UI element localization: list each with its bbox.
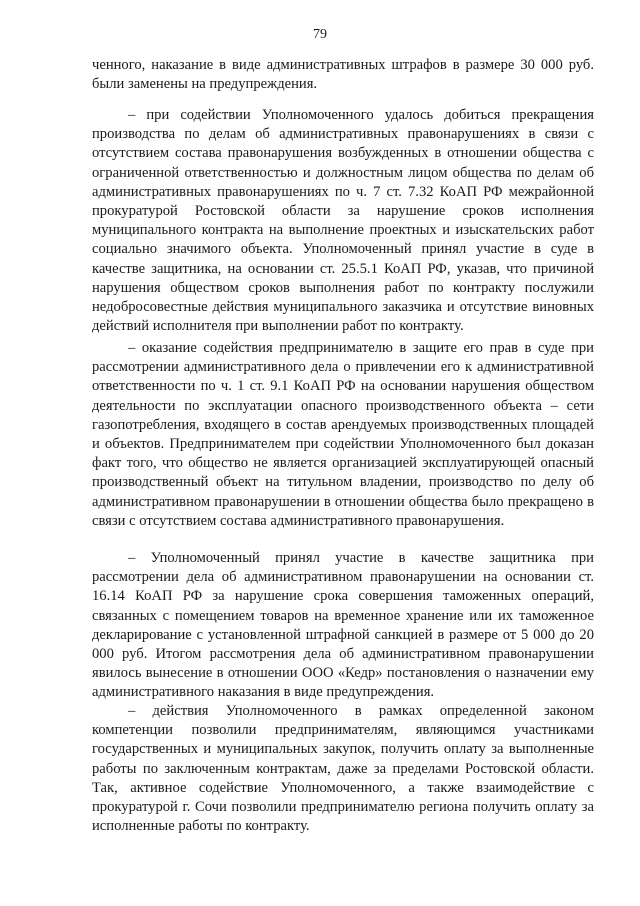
- paragraph-customs-case: – Уполномоченный принял участие в качестве защитника при рассмотрении дела об административном правонарушении на основании ст. 16.14 КоАП РФ за нарушение срока совершения таможенных операций, связанных с помещением товаров на временное хранение или их таможенное декларирование с установленной штрафной санкцией в размере от 5 000 до 20 000 руб. Итогом рассмотрения дела об административном правонарушении явилось вынесение в отношении ООО «Кедр» постановления о назначении ему административного наказания в виде предупреждения.: [92, 550, 594, 701]
- paragraph-hazardous-facility-case: – оказание содействия предпринимателю в защите его прав в суде при рассмотрении административного дела о привлечении его к административной ответственности по ч. 1 ст. 9.1 КоАП РФ на основании нарушения обществом деятельности по эксплуатации опасного производственного объекта – сети газопотребления, входящего в состав арендуемых производственных площадей и объектов. Предпринимателем при содействии Уполномоченного был доказан факт того, что общество не является организацией эксплуатирующей опасный производственный объект на титульном владении, производство по делу об административном правонарушении в отношении общества было прекращено в связи с отсутствием состава административного правонарушения.: [92, 340, 594, 529]
- page-number: 79: [313, 27, 327, 42]
- paragraph-court-defense-contract: – при содействии Уполномоченного удалось добиться прекращения производства по делам об административных правонарушениях в связи с отсутствием состава правонарушения возбужденных в отношении общества с ограниченной ответственностью и должностным лицом общества по делам об административных правонарушениях по ч. 7 ст. 7.32 КоАП РФ межрайонной прокуратурой Ростовской области за нарушение сроков исполнения муниципального контракта на выполнение проектных и изыскательских работ социально значимого объекта. Уполномоченный принял участие в суде в качестве защитника, на основании ст. 25.5.1 КоАП РФ, указав, что причиной нарушения обществом сроков выполнения работ по контракту послужили недобросовестные действия муниципального заказчика и отсутствие виновных действий исполнителя при выполнении работ по контракту.: [92, 107, 594, 335]
- paragraph-procurement-payment: – действия Уполномоченного в рамках определенной законом компетенции позволили предпринимателям, являющимся участниками государственных и муниципальных закупок, получить оплату за выполненные работы по заключенным контрактам, даже за пределами Ростовской области. Так, активное содействие Уполномоченного, а также взаимодействие с прокуратурой г. Сочи позволили предпринимателю региона получить оплату за исполненные работы по контракту.: [92, 703, 594, 835]
- paragraph-continuation: ченного, наказание в виде административных штрафов в размере 30 000 руб. были заменены на предупреждения.: [92, 57, 594, 93]
